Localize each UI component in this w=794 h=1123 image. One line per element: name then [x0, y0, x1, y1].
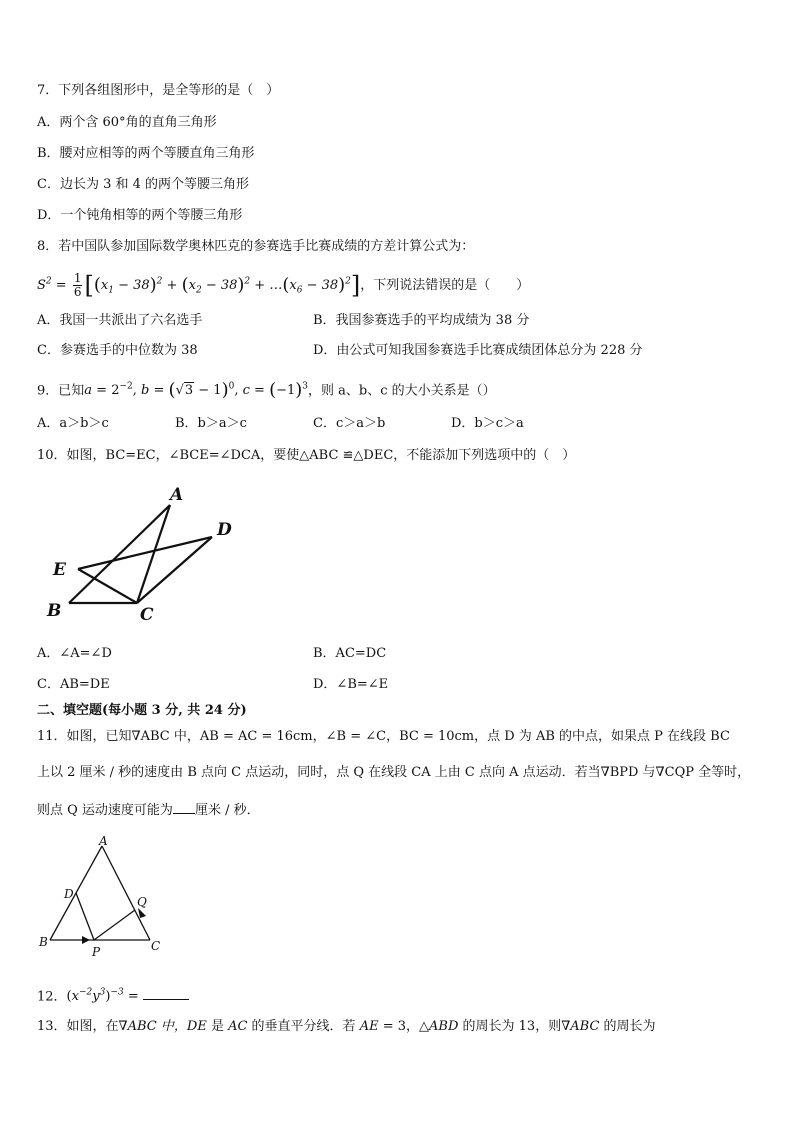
q12-stem [37, 984, 189, 1006]
q10-label-a: A [170, 485, 184, 505]
q7-option-a: A．两个含 60°角的直角三角形 [37, 115, 217, 130]
triangle-symbol: ∇ [600, 765, 610, 780]
q10-figure [40, 480, 250, 630]
q10-option-a: A．∠A=∠D [37, 646, 112, 661]
q11-label-q: Q [137, 895, 147, 909]
q11-segment-dp [76, 893, 94, 940]
triangle-symbol: ∇ [118, 1019, 128, 1034]
q11-arrow-cq-icon [138, 908, 146, 918]
q13-text-a: 13．如图，在 [37, 1019, 119, 1034]
q13-text-e: AC [228, 1019, 248, 1034]
q11-line3-a: 则点 Q 运动速度可能为 [37, 803, 173, 818]
q11-arrow-bp-icon [82, 936, 90, 944]
q13-stem [37, 1018, 656, 1036]
q7-stem: 7．下列各组图形中，是全等形的是（ ） [37, 83, 280, 98]
q10-side-ed [78, 537, 212, 569]
q9-option-c: C．c＞a＞b [313, 416, 386, 431]
q11-line2 [37, 764, 750, 782]
q10-option-b: B．AC=DC [313, 646, 387, 661]
q11-line3 [37, 801, 260, 820]
q11-label-d: D [64, 887, 74, 901]
q11-label-a: A [99, 834, 108, 848]
q12-expression: $(x^{-2}y^3)^{-3}$ = [66, 988, 143, 1005]
q9-suffix: ，则 a、b、c 的大小关系是（） [308, 383, 496, 399]
q10-label-e: E [53, 560, 66, 580]
q7-option-d: D．一个钝角相等的两个等腰三角形 [37, 208, 243, 223]
q11-label-p: P [92, 945, 101, 959]
triangle-symbol: ∇ [561, 1019, 571, 1034]
q10-label-b: B [47, 601, 62, 621]
variance-formula: $S^2$ = $\frac{1}{6}$ [$(x_1 - 38)^2 + (x_2 - 38)^2$ + $\dots(x_6 - 38)^2$] [37, 271, 361, 300]
q8-stem: 8．若中国队参加国际数学奥林匹克的参赛选手比赛成绩的方差计算公式为： [37, 239, 475, 254]
q13-text-l: 的周长为 [599, 1019, 656, 1034]
q13-text-h: = 3，△ [378, 1019, 430, 1034]
q8-option-a: A．我国一共派出了六名选手 [37, 313, 203, 328]
q11-line1-b: ABC 中，AB = AC = 16cm，∠B = ∠C，BC = 10cm，点 D 为 AB 的中点，如果点 P 在线段 BC [140, 729, 730, 744]
q13-text-k: ABC [570, 1019, 600, 1034]
q9-option-a: A．a＞b＞c [37, 416, 109, 431]
q11-answer-blank[interactable] [173, 801, 195, 814]
q7-option-b: B．腰对应相等的两个等腰直角三角形 [37, 146, 255, 161]
q7-option-c: C．边长为 3 和 4 的两个等腰三角形 [37, 177, 250, 192]
q9-prefix: 9．已知 [37, 383, 85, 399]
q13-text-j: 的周长为 13，则 [458, 1019, 562, 1034]
q10-stem: 10．如图，BC=EC，∠BCE=∠DCA，要使△ABC ≌△DEC，不能添加下列选项中的（ ） [37, 448, 576, 463]
q9-stem [37, 378, 496, 400]
q13-text-g: AE [359, 1019, 379, 1034]
q13-text-b: ABC 中， [127, 1019, 187, 1034]
q10-option-d: D．∠B=∠E [313, 677, 389, 692]
q13-text-i: ABD [429, 1019, 459, 1034]
q9-option-b: B．b＞a＞c [175, 416, 247, 431]
q11-line2-c: CQP 全等时， [664, 765, 751, 780]
q8-formula [37, 272, 529, 300]
q11-side-ac [102, 846, 150, 940]
q8-option-b: B．我国参赛选手的平均成绩为 38 分 [313, 313, 530, 328]
q11-line1 [37, 728, 730, 746]
q11-line1-a: 11．如图，已知 [37, 729, 132, 744]
q8-formula-tail: ，下列说法错误的是（ ） [360, 278, 530, 293]
q11-label-c: C [151, 939, 161, 953]
q13-text-f: 的垂直平分线．若 [247, 1019, 360, 1034]
q11-line2-b: BPD 与 [609, 765, 656, 780]
q11-label-b: B [39, 935, 48, 949]
q11-line3-b: 厘米 / 秒． [194, 803, 260, 818]
q9-option-d: D．b＞c＞a [451, 416, 524, 431]
q12-prefix: 12． [37, 989, 67, 1005]
q11-figure [30, 832, 170, 960]
q12-answer-blank[interactable] [143, 987, 189, 1000]
q10-label-d: D [217, 520, 232, 540]
q8-option-d: D．由公式可知我国参赛选手比赛成绩团体总分为 228 分 [313, 343, 643, 358]
q13-text-c: DE [186, 1019, 207, 1034]
q10-option-c: C．AB=DE [37, 677, 110, 692]
q13-text-d: 是 [206, 1019, 229, 1034]
triangle-symbol: ∇ [131, 729, 141, 744]
triangle-symbol: ∇ [655, 765, 665, 780]
q11-line2-a: 上以 2 厘米 / 秒的速度由 B 点向 C 点运动，同时，点 Q 在线段 CA 上由 C 点向 A 点运动．若当 [37, 765, 601, 780]
q10-label-c: C [140, 605, 154, 625]
q8-option-c: C．参赛选手的中位数为 38 [37, 343, 198, 358]
q11-segment-pq [94, 910, 135, 940]
section-fill-in-title: 二、填空题(每小题 3 分, 共 24 分) [37, 703, 247, 718]
q9-definitions: $a = 2^{-2}$, $b = (√3 - 1)^0$, $c = (-1)^3$ [84, 379, 309, 401]
